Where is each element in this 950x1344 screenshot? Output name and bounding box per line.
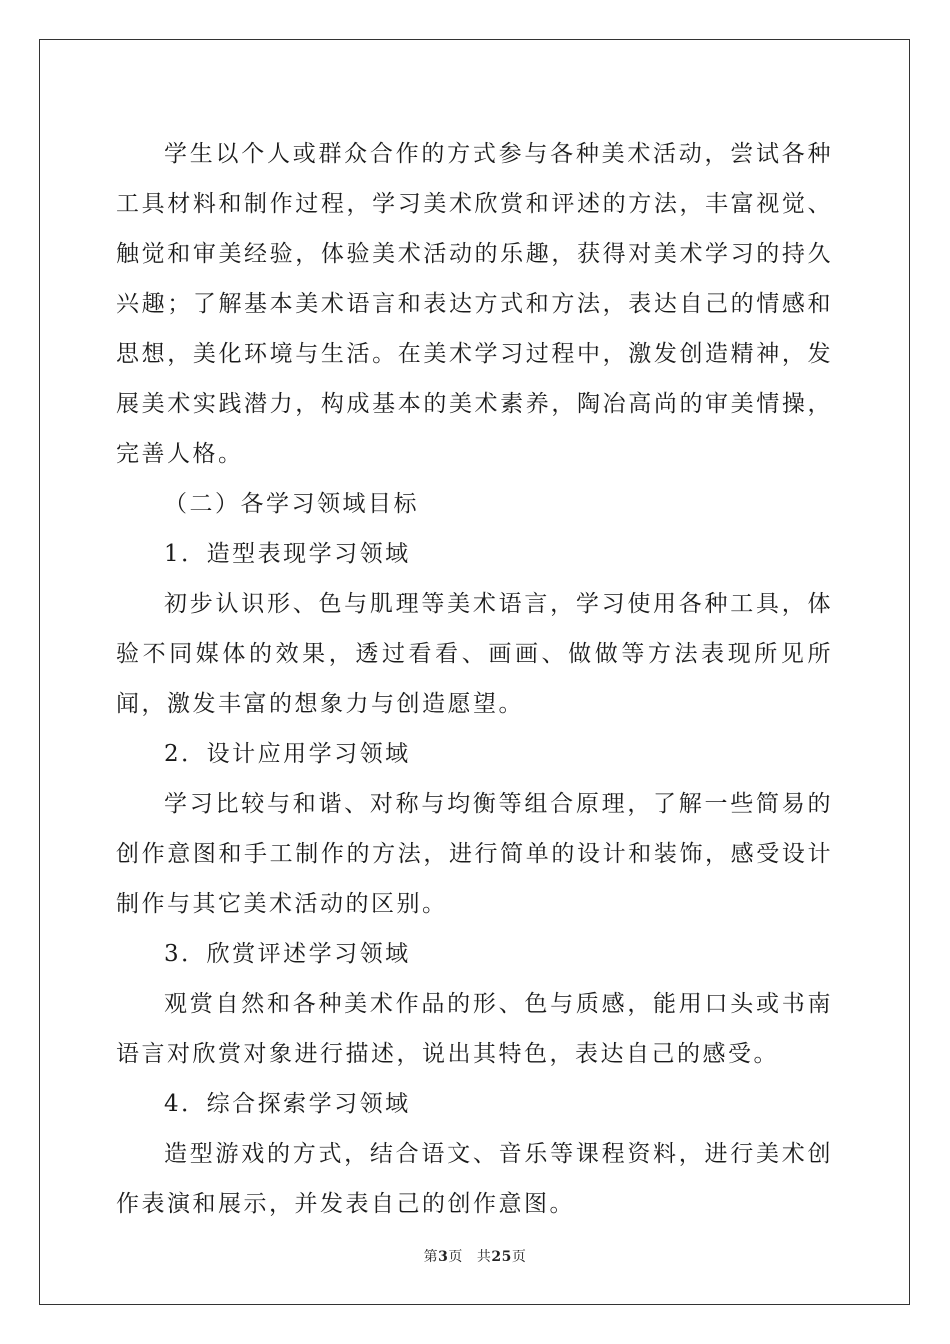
section-heading-domain-goals: （二）各学习领域目标 (164, 491, 419, 517)
total-suffix: 页 (511, 1249, 527, 1265)
page-footer (0, 1246, 950, 1266)
paragraph-overall-goal: 学生以个人或群众合作的方式参与各种美术活动，尝试各种工具材料和制作过程，学习美术欣赏和评述的方法，丰富视觉、触觉和审美经验，体验美术活动的乐趣，获得对美术学习的持久兴趣；了解基本美术语言和表达方式和方法，表达自己的情感和思想，美化环境与生活。在美术学习过程中，激发创造精神，发展美术实践潜力，构成基本的美术素养，陶冶高尚的审美情操，完善人格。 (116, 141, 833, 467)
paragraph-appreciation-review: 观赏自然和各种美术作品的形、色与质感，能用口头或书南语言对欣赏对象进行描述，说出其特色，表达自己的感受。 (116, 991, 833, 1067)
total-prefix: 共 (476, 1249, 492, 1265)
subheading-modeling-expression: 1．造型表现学习领域 (164, 541, 411, 567)
total-pages: 25 (491, 1249, 512, 1265)
paragraph-modeling-expression: 初步认识形、色与肌理等美术语言，学习使用各种工具，体验不同媒体的效果，透过看看、画画、做做等方法表现所见所闻，激发丰富的想象力与创造愿望。 (116, 591, 833, 717)
paragraph-design-application: 学习比较与和谐、对称与均衡等组合原理，了解一些简易的创作意图和手工制作的方法，进行简单的设计和装饰，感受设计制作与其它美术活动的区别。 (116, 791, 833, 917)
subheading-appreciation-review: 3．欣赏评述学习领域 (164, 941, 411, 967)
subheading-design-application: 2．设计应用学习领域 (164, 741, 411, 767)
page-number: 3 (438, 1249, 449, 1265)
document-body (116, 129, 833, 1229)
paragraph-comprehensive-exploration: 造型游戏的方式，结合语文、音乐等课程资料，进行美术创作表演和展示，并发表自己的创作意图。 (116, 1141, 833, 1217)
subheading-comprehensive-exploration: 4．综合探索学习领域 (164, 1091, 411, 1117)
page-prefix: 第 (423, 1249, 439, 1265)
page-suffix: 页 (448, 1249, 463, 1265)
